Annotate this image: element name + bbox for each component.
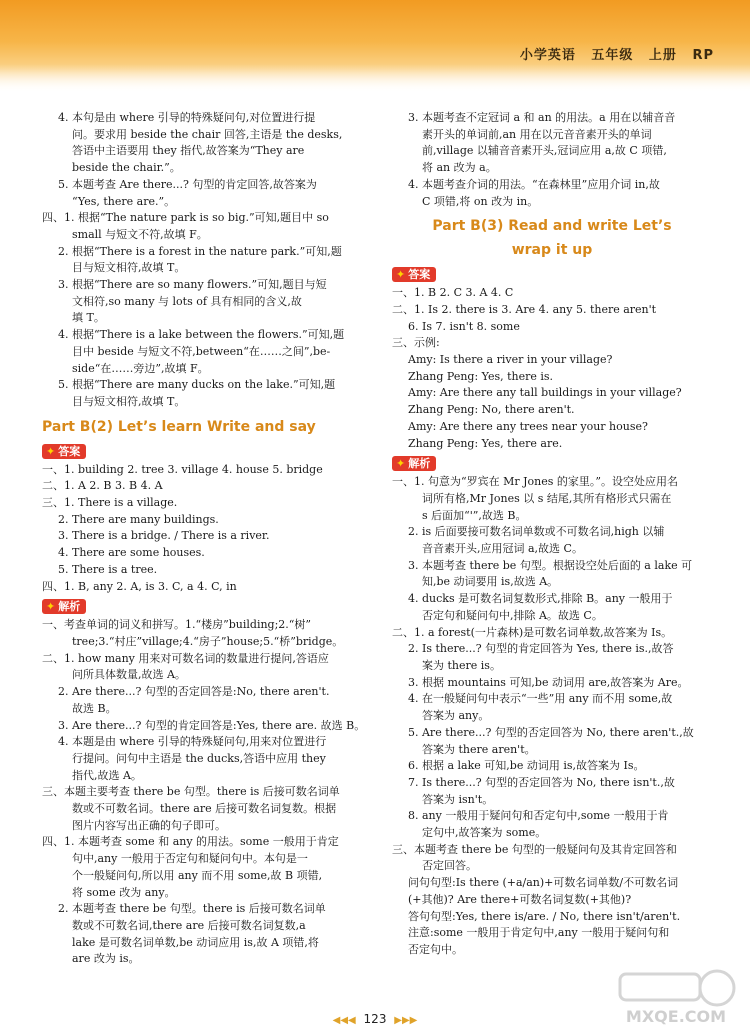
watermark-graphic <box>614 968 738 1008</box>
text-line: 二、1. Is 2. there is 3. Are 4. any 5. there aren't <box>392 302 657 316</box>
prev-arrows-icon: ◀◀◀ <box>332 1015 356 1026</box>
text-line: 三、1. There is a village. <box>42 496 178 510</box>
text-line: 5. 根据“There are many ducks on the lake.”可知,题 <box>58 378 336 392</box>
analysis-tag <box>42 599 86 614</box>
book-subject: 小学英语 <box>519 48 576 63</box>
text-line: 故选 B。 <box>72 701 117 715</box>
text-line: 4. 在一般疑问句中表示“一些”用 any 而不用 some,故 <box>408 692 673 706</box>
text-line: 文相符,so many 与 lots of 具有相同的含义,故 <box>72 294 302 308</box>
text-line: Amy: Is there a river in your village? <box>408 353 613 367</box>
text-line: 数或不可数名词,there are 后接可数名词复数,a <box>72 918 306 932</box>
text-line: lake 是可数名词单数,be 动词应用 is,故 A 项错,将 <box>72 935 319 949</box>
text-line: 4. There are some houses. <box>58 546 205 560</box>
text-line: C 项错,将 on 改为 in。 <box>422 194 539 208</box>
text-line: 4. 根据“There is a lake between the flowers.”可知,题 <box>58 328 345 342</box>
left-analysis-block <box>42 617 372 968</box>
text-line: 否定回答。 <box>422 859 477 873</box>
text-line: 一、1. building 2. tree 3. village 4. house 5. bridge <box>42 462 323 476</box>
text-line: 一、1. B 2. C 3. A 4. C <box>392 286 514 300</box>
text-line: 三、示例: <box>392 336 440 350</box>
text-line: 6. 根据 a lake 可知,be 动词用 is,故答案为 Is。 <box>408 759 645 773</box>
text-line: 否定句中。 <box>408 942 463 956</box>
text-line: 将 some 改为 any。 <box>72 885 176 899</box>
text-line: 3. 根据“There are so many flowers.”可知,题目与短 <box>58 278 327 292</box>
text-line: 四、1. B, any 2. A, is 3. C, a 4. C, in <box>42 579 237 593</box>
text-line: 2. There are many buildings. <box>58 512 219 526</box>
book-edition: RP <box>692 48 714 63</box>
text-line: 答案为 there aren't。 <box>422 742 536 756</box>
text-line: tree;3.“村庄”village;4.“房子”house;5.“桥”bridge。 <box>72 634 344 648</box>
answer-tag <box>42 444 86 459</box>
text-line: 2. 根据“There is a forest in the nature park.”可知,题 <box>58 244 342 258</box>
text-line: 3. Are there...? 句型的肯定回答是:Yes, there are. 故选 B。 <box>58 718 366 732</box>
text-line: Zhang Peng: No, there aren't. <box>408 403 575 417</box>
text-line: s 后面加“'”,故选 B。 <box>422 508 527 522</box>
text-line: 填 T。 <box>72 311 105 325</box>
text-line: 问句句型:Is there (+a/an)+可数名词单数/不可数名词 <box>408 876 679 890</box>
text-line: 答句句型:Yes, there is/are. / No, there isn't/aren't. <box>408 909 681 923</box>
text-line: 一、1. 句意为“罗宾在 Mr Jones 的家里。”。设空处应用名 <box>392 475 679 489</box>
text-line: 否定句和疑问句中,排除 A。故选 C。 <box>422 608 603 622</box>
text-line: 将 an 改为 a。 <box>422 161 497 175</box>
watermark-text: MXQE.COM <box>625 1007 727 1026</box>
right-analysis-block <box>392 474 712 958</box>
text-line: 三、本题考查 there be 句型的一般疑问句及其肯定回答和 <box>392 842 677 856</box>
text-line: 2. Are there...? 句型的否定回答是:No, there aren't. <box>58 685 330 699</box>
analysis-tag-label: 解析 <box>58 600 81 614</box>
right-answers-block <box>392 285 712 452</box>
star-icon: ✦ <box>46 444 56 458</box>
section-title-part-b3-line2: wrap it up <box>511 242 593 259</box>
text-line: 8. any 一般用于疑问句和否定句中,some 一般用于肯 <box>408 809 669 823</box>
text-line: 2. 本题考查 there be 句型。there is 后接可数名词单 <box>58 902 326 916</box>
analysis-tag-label: 解析 <box>408 457 431 471</box>
text-line: “Yes, there are.”。 <box>72 194 176 208</box>
answer-tag-label: 答案 <box>58 444 81 458</box>
text-line: (+其他)? Are there+可数名词复数(+其他)? <box>408 892 632 906</box>
star-icon: ✦ <box>396 457 406 471</box>
text-line: 答案为 isn't。 <box>422 792 494 806</box>
text-line: 音音素开头,应用冠词 a,故选 C。 <box>422 542 583 556</box>
text-line: 二、1. a forest(一片森林)是可数名词单数,故答案为 Is。 <box>392 625 673 639</box>
text-line: 4. ducks 是可数名词复数形式,排除 B。any 一般用于 <box>408 592 673 606</box>
analysis-tag <box>392 456 436 471</box>
text-line: 词所有格,Mr Jones 以 s 结尾,其所有格形式只需在 <box>422 491 672 505</box>
text-line: 3. 根据 mountains 可知,be 动词用 are,故答案为 Are。 <box>408 675 689 689</box>
answer-tag <box>392 267 436 282</box>
next-arrows-icon: ▶▶▶ <box>394 1015 418 1026</box>
right-top-block <box>392 110 712 210</box>
text-line: beside the chair.”。 <box>72 161 181 175</box>
text-line: 二、1. A 2. B 3. B 4. A <box>42 479 163 493</box>
text-line: 5. Are there...? 句型的否定回答为 No, there aren't.,故 <box>408 725 694 739</box>
page-number: 123 <box>363 1012 387 1026</box>
book-volume: 上册 <box>648 48 677 63</box>
text-line: 个一般疑问句,所以用 any 而不用 some,故 B 项错, <box>72 868 323 882</box>
text-line: 三、本题主要考查 there be 句型。there is 后接可数名词单 <box>42 785 340 799</box>
text-line: 6. Is 7. isn't 8. some <box>408 319 520 333</box>
right-column <box>392 110 712 959</box>
text-line: 4. 本题考查介词的用法。“在森林里”应用介词 in,故 <box>408 177 660 191</box>
text-line: 目中 beside 与短文不符,between“在……之间”,be- <box>72 344 331 358</box>
answer-tag-label: 答案 <box>408 268 431 282</box>
text-line: 注意:some 一般用于肯定句中,any 一般用于疑问句和 <box>408 926 670 940</box>
text-line: 4. 本句是由 where 引导的特殊疑问句,对位置进行提 <box>58 111 316 124</box>
left-answers-block <box>42 462 372 596</box>
section-title-part-b2: Part B(2) Let’s learn Write and say <box>42 418 316 435</box>
text-line: 行提问。问句中主语是 the ducks,答语中应用 they <box>72 751 326 765</box>
text-line: 5. There is a tree. <box>58 562 158 576</box>
star-icon: ✦ <box>396 268 406 282</box>
text-line: Amy: Are there any trees near your house? <box>408 419 648 433</box>
left-column <box>42 110 372 968</box>
text-line: 问。要求用 beside the chair 回答,主语是 the desks, <box>72 127 343 141</box>
text-line: 一、考查单词的词义和拼写。1.“楼房”building;2.“树” <box>42 618 312 632</box>
text-line: 案为 there is。 <box>422 658 501 672</box>
text-line: 7. Is there...? 句型的否定回答为 No, there isn't.,故 <box>408 775 675 789</box>
text-line: Zhang Peng: Yes, there is. <box>408 369 554 383</box>
book-grade: 五年级 <box>591 48 634 63</box>
text-line: small 与短文不符,故填 F。 <box>72 227 208 241</box>
text-line: 4. 本题是由 where 引导的特殊疑问句,用来对位置进行 <box>58 735 327 749</box>
section-title-part-b3-line1: Part B(3) Read and write Let’s <box>432 218 672 235</box>
text-line: 数或不可数名词。there are 后接可数名词复数。根据 <box>72 802 337 816</box>
text-line: 四、1. 根据“The nature park is so big.”可知,题目中 so <box>42 211 329 225</box>
text-line: 3. There is a bridge. / There is a river. <box>58 529 270 543</box>
text-line: 2. Is there...? 句型的肯定回答为 Yes, there is.,故答 <box>408 642 674 656</box>
book-title <box>510 44 714 63</box>
watermark-logo <box>614 968 738 1026</box>
text-line: 指代,故选 A。 <box>72 768 142 782</box>
star-icon: ✦ <box>46 600 56 614</box>
text-line: 答案为 any。 <box>422 709 490 723</box>
text-line: 问所具体数量,故选 A。 <box>72 668 186 682</box>
text-line: 定句中,故答案为 some。 <box>422 826 547 840</box>
text-line: 知,be 动词要用 is,故选 A。 <box>422 575 559 589</box>
text-line: 目与短文相符,故填 T。 <box>72 394 186 408</box>
text-line: are 改为 is。 <box>72 952 140 966</box>
text-line: 答语中主语要用 they 指代,故答案为“They are <box>72 144 305 158</box>
text-line: 四、1. 本题考查 some 和 any 的用法。some 一般用于肯定 <box>42 835 339 849</box>
text-line: 5. 本题考查 Are there...? 句型的肯定回答,故答案为 <box>58 177 317 191</box>
text-line: 3. 本题考查不定冠词 a 和 an 的用法。a 用在以辅音音 <box>408 111 676 124</box>
text-line: 3. 本题考查 there be 句型。根据设空处后面的 a lake 可 <box>408 558 693 572</box>
text-line: 目与短文相符,故填 T。 <box>72 261 186 275</box>
text-line: side“在……旁边”,故填 F。 <box>72 361 209 375</box>
text-line: Amy: Are there any tall buildings in your village? <box>408 386 682 400</box>
text-line: 2. is 后面要接可数名词单数或不可数名词,high 以辅 <box>408 525 665 539</box>
text-line: Zhang Peng: Yes, there are. <box>408 436 563 450</box>
text-line: 句中,any 一般用于否定句和疑问句中。本句是一 <box>72 852 308 866</box>
text-line: 二、1. how many 用来对可数名词的数量进行提问,答语应 <box>42 651 329 665</box>
left-top-block <box>42 110 372 411</box>
text-line: 素开头的单词前,an 用在以元音音素开头的单词 <box>422 127 652 141</box>
text-line: 前,village 以辅音音素开头,冠词应用 a,故 C 项错, <box>422 144 667 158</box>
text-line: 图片内容写出正确的句子即可。 <box>72 818 226 832</box>
